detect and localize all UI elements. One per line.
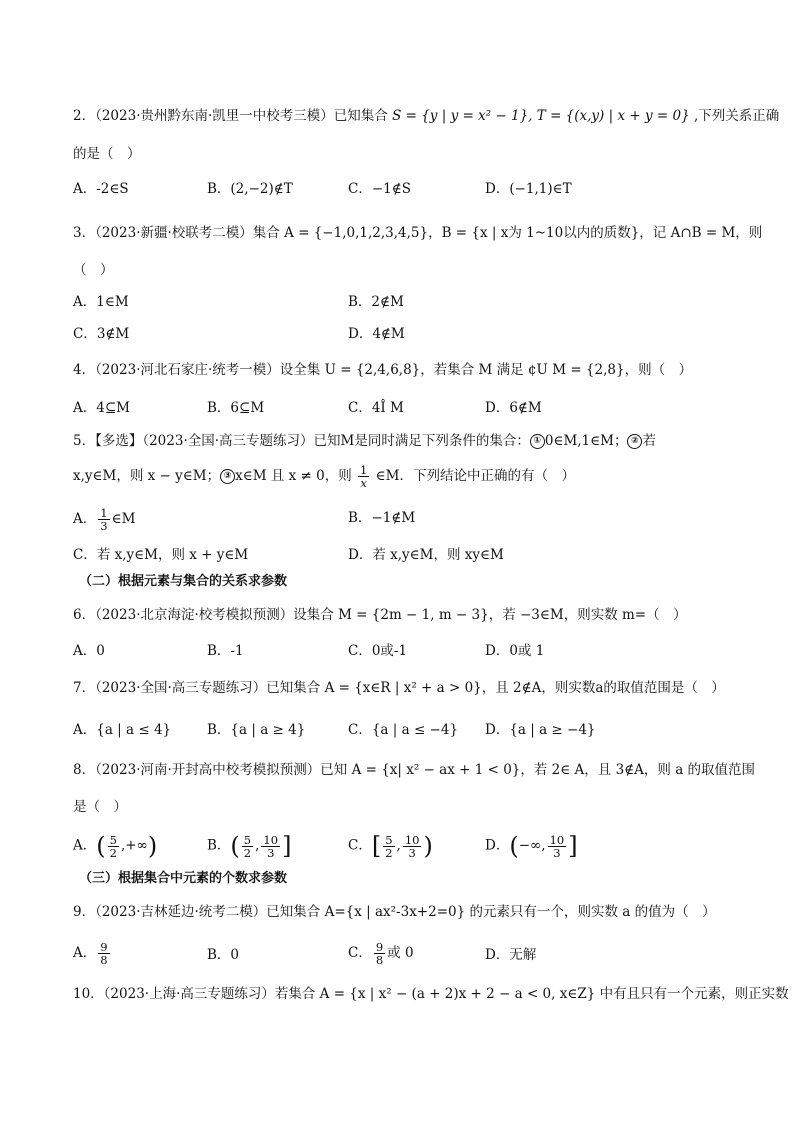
question-9-option-d[interactable]: D．无解	[485, 947, 537, 963]
question-2-line-1: 2．（2023·贵州黔东南·凯里一中校考三模）已知集合 S = {y | y = x² − 1}, T = {(x,y) | x + y = 0} ,下列关系正确	[73, 108, 780, 124]
question-3-line-2: （ ）	[73, 262, 114, 278]
question-6-line-1: 6．（2023·北京海淀·校考模拟预测）设集合 M = {2m − 1, m − 3}，若 −3∈M，则实数 m=（ ）	[73, 607, 687, 623]
question-9-option-a[interactable]: A． $\frac{9}{8}$	[73, 940, 108, 967]
question-6-option-d[interactable]: D．0或 1	[485, 643, 545, 659]
question-5-option-b[interactable]: B．−1∉M	[348, 510, 416, 526]
question-7-option-a[interactable]: A．{a | a ≤ 4}	[73, 722, 172, 738]
question-2-option-d[interactable]: D．(−1,1)∈T	[485, 181, 572, 197]
question-3-option-a[interactable]: A．1∈M	[73, 294, 129, 310]
question-6-option-a[interactable]: A．0	[73, 643, 105, 659]
question-7-option-d[interactable]: D．{a | a ≥ −4}	[485, 722, 596, 738]
question-8-option-d[interactable]: D．(−∞, $\frac{10}{3}$ ]	[485, 832, 578, 860]
question-4-option-a[interactable]: A．4⊆M	[73, 400, 130, 416]
question-3-option-d[interactable]: D．4∉M	[348, 326, 405, 342]
question-3-option-b[interactable]: B．2∉M	[348, 294, 404, 310]
question-4-line-1: 4．（2023·河北石家庄·统考一模）设全集 U = {2,4,6,8}，若集合 M 满足 ¢U M = {2,8}，则（ ）	[73, 362, 693, 378]
question-2-option-c[interactable]: C．−1∉S	[348, 181, 411, 197]
fraction-one-over-x: $\frac{1}{x}$	[360, 463, 368, 490]
question-10-line-1: 10．（2023·上海·高三专题练习）若集合 A = {x | x² − (a + 2)x + 2 − a < 0, x∈Z} 中有且只有一个元素，则正实数	[73, 986, 789, 1002]
question-9-option-c[interactable]: C． $\frac{9}{8}$ 或 0	[348, 940, 414, 967]
circled-one-icon: ①	[530, 434, 545, 449]
question-8-line-2: 是（ ）	[73, 799, 127, 815]
question-2-option-b[interactable]: B．(2,−2)∉T	[207, 181, 293, 197]
set-definition: S = {y | y = x² − 1}, T = {(x,y) | x + y = 0}	[392, 108, 690, 124]
question-5-option-a[interactable]: A． $\frac{1}{3}$ ∈M	[73, 506, 136, 533]
question-2-option-a[interactable]: A．-2∈S	[73, 181, 129, 197]
question-9-option-b[interactable]: B．0	[207, 947, 240, 963]
question-8-option-a[interactable]: A．( $\frac{5}{2}$ ,+∞)	[73, 832, 158, 860]
question-3-line-1: 3．（2023·新疆·校联考二模）集合 A = {−1,0,1,2,3,4,5}，B = {x | x为 1~10以内的质数}，记 A∩B = M，则	[73, 225, 763, 241]
circled-three-icon: ③	[220, 469, 235, 484]
question-8-option-b[interactable]: B．( $\frac{5}{2}$ , $\frac{10}{3}$ ]	[207, 832, 292, 860]
question-4-option-c[interactable]: C．4Î M	[348, 400, 404, 416]
question-4-option-b[interactable]: B．6⊆M	[207, 400, 265, 416]
question-7-option-c[interactable]: C．{a | a ≤ −4}	[348, 722, 459, 738]
question-2-line-2: 的是（ ）	[73, 146, 141, 162]
question-5-option-c[interactable]: C．若 x,y∈M，则 x + y∈M	[73, 547, 249, 563]
question-6-option-c[interactable]: C．0或-1	[348, 643, 408, 659]
question-8-line-1: 8．（2023·河南·开封高中校考模拟预测）已知 A = {x| x² − ax + 1 < 0}，若 2∈ A，且 3∉A，则 a 的取值范围	[73, 762, 756, 778]
question-8-option-c[interactable]: C．[ $\frac{5}{2}$ , $\frac{10}{3}$ )	[348, 832, 433, 860]
question-5-line-2: x,y∈M，则 x − y∈M； ③ x∈M 且 x ≠ 0，则 $\frac{1}{x}$ ∈M．下列结论中正确的有（ ）	[73, 463, 575, 490]
question-7-line-1: 7．（2023·全国·高三专题练习）已知集合 A = {x∈R | x² + a > 0}，且 2∉A，则实数a的取值范围是（ ）	[73, 680, 725, 696]
question-3-option-c[interactable]: C．3∉M	[73, 326, 130, 342]
question-5-line-1: 5．【多选】（2023·全国·高三专题练习）已知M是同时满足下列条件的集合： ① 0∈M,1∈M； ② 若	[73, 433, 656, 449]
section-heading-3: （三）根据集合中元素的个数求参数	[79, 871, 288, 886]
question-5-option-d[interactable]: D．若 x,y∈M，则 xy∈M	[348, 547, 504, 563]
question-7-option-b[interactable]: B．{a | a ≥ 4}	[207, 722, 306, 738]
circled-two-icon: ②	[627, 434, 642, 449]
section-heading-2: （二）根据元素与集合的关系求参数	[79, 574, 288, 589]
fraction-one-third: $\frac{1}{3}$	[100, 506, 108, 533]
question-6-option-b[interactable]: B．-1	[207, 643, 244, 659]
question-9-line-1: 9．（2023·吉林延边·统考二模）已知集合 A={x | ax²-3x+2=0} 的元素只有一个，则实数 a 的值为（ ）	[73, 904, 716, 920]
question-4-option-d[interactable]: D．6∉M	[485, 400, 542, 416]
